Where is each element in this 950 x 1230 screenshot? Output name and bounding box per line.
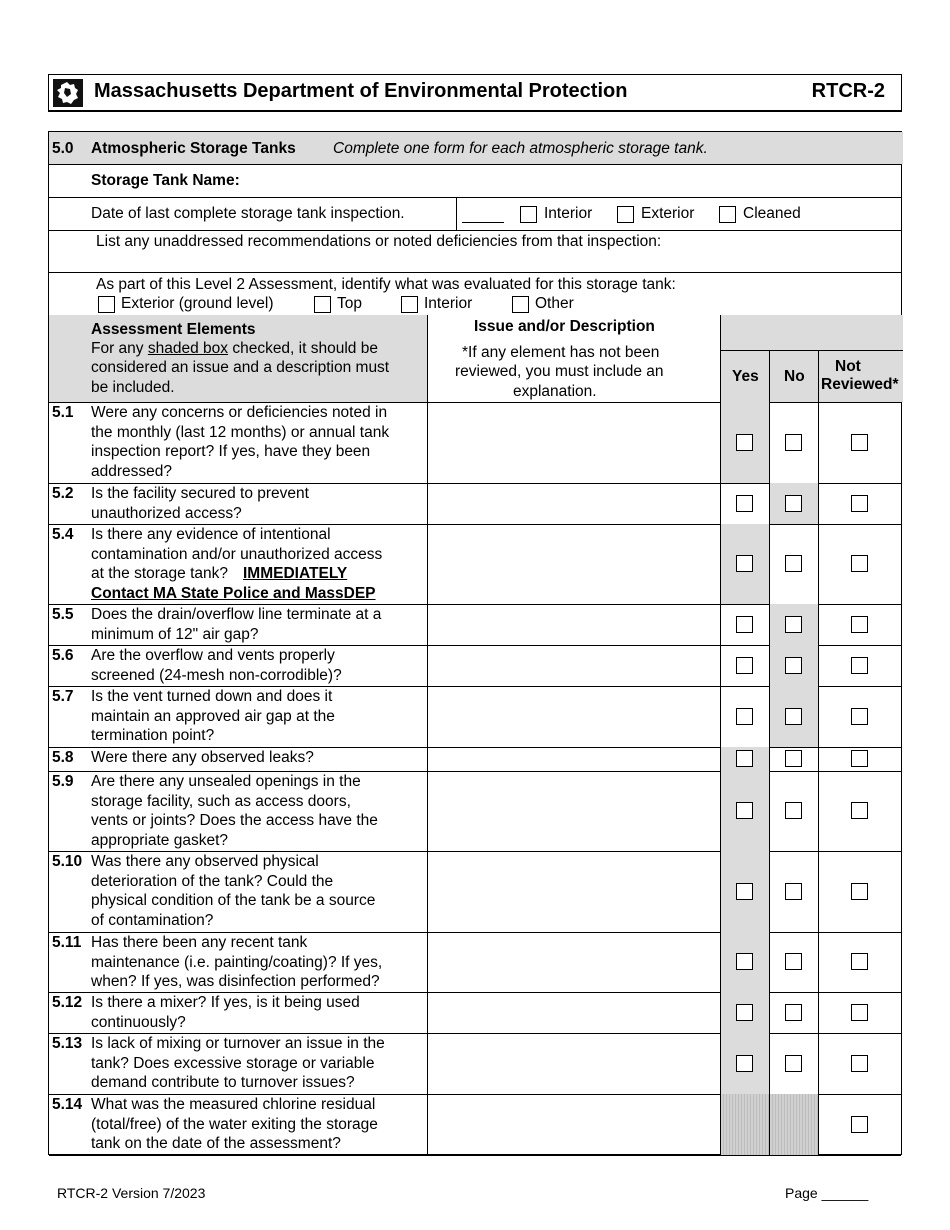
section-instruction: Complete one form for each atmospheric storage tank. <box>333 140 708 157</box>
not-reviewed-checkbox[interactable] <box>851 1004 868 1021</box>
evaluated-interior-label: Interior <box>424 295 473 312</box>
element-question-line: of contamination? <box>91 911 214 929</box>
evaluated-top-label: Top <box>337 295 362 312</box>
element-question-line: appropriate gasket? <box>91 831 229 849</box>
version-footer: RTCR-2 Version 7/2023 <box>57 1185 206 1201</box>
contact-police-warning: Contact MA State Police and MassDEP <box>91 584 376 602</box>
department-title: Massachusetts Department of Environmental Protection <box>94 80 628 102</box>
no-checkbox[interactable] <box>785 434 802 451</box>
issue-description-cell[interactable] <box>428 1095 719 1154</box>
no-checkbox[interactable] <box>785 555 802 572</box>
element-number: 5.10 <box>52 853 83 870</box>
element-number: 5.1 <box>52 404 74 421</box>
element-number: 5.6 <box>52 647 74 664</box>
element-question-line: unauthorized access? <box>91 504 242 522</box>
yes-checkbox[interactable] <box>736 616 753 633</box>
massachusetts-state-logo <box>53 79 83 107</box>
element-number: 5.12 <box>52 994 83 1011</box>
row-divider <box>49 230 901 231</box>
evaluated-other-checkbox[interactable] <box>512 296 529 313</box>
no-checkbox[interactable] <box>785 657 802 674</box>
evaluated-interior-checkbox[interactable] <box>401 296 418 313</box>
element-question-line: Are there any unsealed openings in the <box>91 773 361 790</box>
not-reviewed-checkbox[interactable] <box>851 883 868 900</box>
element-number: 5.13 <box>52 1035 83 1052</box>
evaluated-exterior-label: Exterior (ground level) <box>121 295 274 312</box>
row-divider <box>49 272 901 273</box>
no-checkbox[interactable] <box>785 708 802 725</box>
element-question-line: What was the measured chlorine residual <box>91 1096 376 1113</box>
element-number: 5.4 <box>52 526 74 543</box>
element-number: 5.9 <box>52 773 74 790</box>
immediately-warning: IMMEDIATELY <box>243 565 348 582</box>
section-number: 5.0 <box>52 140 74 157</box>
issue-description-cell[interactable] <box>428 605 719 644</box>
evaluated-exterior-checkbox[interactable] <box>98 296 115 313</box>
issue-note-line-1: *If any element has not been <box>462 344 660 361</box>
element-question-line: Is the facility secured to prevent <box>91 485 309 502</box>
element-question-line: deterioration of the tank? Could the <box>91 872 334 890</box>
issue-description-cell[interactable] <box>428 852 719 931</box>
no-checkbox[interactable] <box>785 1004 802 1021</box>
evaluated-label: As part of this Level 2 Assessment, identify what was evaluated for this storage tank: <box>96 276 676 293</box>
inspection-date-blank[interactable] <box>462 222 504 223</box>
inspection-cleaned-checkbox[interactable] <box>719 206 736 223</box>
element-question-line: tank? Does excessive storage or variable <box>91 1054 375 1072</box>
column-divider <box>769 350 770 1155</box>
storage-tank-name-label: Storage Tank Name: <box>91 172 240 189</box>
element-question-line: minimum of 12" air gap? <box>91 625 259 643</box>
issue-description-cell[interactable] <box>428 1034 719 1093</box>
yes-checkbox[interactable] <box>736 495 753 512</box>
element-question-line: demand contribute to turnover issues? <box>91 1074 355 1091</box>
yes-checkbox[interactable] <box>736 1055 753 1072</box>
hatched-no-cell <box>769 1094 818 1155</box>
column-divider <box>720 315 721 1155</box>
element-question-line: maintenance (i.e. painting/coating)? If yes, <box>91 953 383 971</box>
row-divider <box>720 350 903 351</box>
element-number: 5.14 <box>52 1096 83 1113</box>
yes-checkbox[interactable] <box>736 883 753 900</box>
element-question-line: vents or joints? Does the access have the <box>91 812 378 829</box>
elements-note-line-4: be included. <box>91 379 175 396</box>
not-reviewed-header-2: Reviewed* <box>821 376 899 393</box>
element-question-line: inspection report? If yes, have they been <box>91 443 371 460</box>
row-divider <box>49 1155 901 1156</box>
element-question-line: Was there any observed physical <box>91 853 319 870</box>
no-checkbox[interactable] <box>785 495 802 512</box>
element-question-line: continuously? <box>91 1013 186 1031</box>
not-reviewed-checkbox[interactable] <box>851 495 868 512</box>
inspection-interior-checkbox[interactable] <box>520 206 537 223</box>
yes-checkbox[interactable] <box>736 657 753 674</box>
page-number: Page ______ <box>785 1185 869 1201</box>
inspection-interior-label: Interior <box>544 205 593 222</box>
element-question-line: Is the vent turned down and does it <box>91 688 333 705</box>
no-checkbox[interactable] <box>785 953 802 970</box>
inspection-exterior-checkbox[interactable] <box>617 206 634 223</box>
element-question-line: Are the overflow and vents properly <box>91 647 335 664</box>
not-reviewed-checkbox[interactable] <box>851 555 868 572</box>
issue-description-cell[interactable] <box>428 484 719 523</box>
element-question-line: addressed? <box>91 462 173 480</box>
not-reviewed-checkbox[interactable] <box>851 1055 868 1072</box>
issue-title: Issue and/or Description <box>474 318 655 335</box>
element-question-line: termination point? <box>91 727 215 744</box>
not-reviewed-checkbox[interactable] <box>851 953 868 970</box>
yes-checkbox[interactable] <box>736 750 753 767</box>
issue-description-cell[interactable] <box>428 403 719 482</box>
issue-description-cell[interactable] <box>428 993 719 1032</box>
recommendations-label: List any unaddressed recommendations or noted deficiencies from that inspection: <box>96 233 662 250</box>
column-divider <box>818 350 819 1155</box>
elements-note: For any shaded box checked, it should be <box>91 340 378 357</box>
column-divider <box>456 197 457 230</box>
not-reviewed-checkbox[interactable] <box>851 434 868 451</box>
element-question-line: physical condition of the tank be a source <box>91 892 376 909</box>
inspection-date-label: Date of last complete storage tank inspection. <box>91 205 405 222</box>
hatched-yes-cell <box>720 1094 769 1155</box>
not-reviewed-checkbox[interactable] <box>851 1116 868 1133</box>
yes-checkbox[interactable] <box>736 1004 753 1021</box>
evaluated-top-checkbox[interactable] <box>314 296 331 313</box>
assessment-form <box>48 131 902 1155</box>
row-divider <box>49 164 901 165</box>
not-reviewed-checkbox[interactable] <box>851 802 868 819</box>
yes-checkbox[interactable] <box>736 953 753 970</box>
element-question-line: (total/free) of the water exiting the storage <box>91 1115 378 1133</box>
element-question-line: maintain an approved air gap at the <box>91 707 335 725</box>
form-code: RTCR-2 <box>811 80 885 102</box>
element-question-line: tank on the date of the assessment? <box>91 1135 341 1152</box>
element-question-line: Were there any observed leaks? <box>91 749 314 766</box>
element-question-line: Is there any evidence of intentional <box>91 526 331 543</box>
yes-checkbox[interactable] <box>736 802 753 819</box>
element-question-line: at the storage tank? <box>91 565 229 582</box>
not-reviewed-checkbox[interactable] <box>851 616 868 633</box>
element-number: 5.11 <box>52 934 82 951</box>
no-checkbox[interactable] <box>785 750 802 767</box>
section-title: Atmospheric Storage Tanks <box>91 140 296 157</box>
inspection-cleaned-label: Cleaned <box>743 205 801 222</box>
elements-note-line-3: considered an issue and a description must <box>91 359 390 376</box>
no-checkbox[interactable] <box>785 883 802 900</box>
issue-description-cell[interactable] <box>428 646 719 685</box>
issue-note-line-2: reviewed, you must include an <box>455 363 664 380</box>
element-question-line: Were any concerns or deficiencies noted in <box>91 404 388 421</box>
element-question-line: Has there been any recent tank <box>91 934 308 951</box>
element-question-line: Is there a mixer? If yes, is it being used <box>91 994 360 1011</box>
no-header: No <box>784 368 805 385</box>
no-checkbox[interactable] <box>785 1055 802 1072</box>
element-question-line: screened (24-mesh non-corrodible)? <box>91 666 342 684</box>
no-checkbox[interactable] <box>785 802 802 819</box>
row-divider <box>49 197 901 198</box>
yes-checkbox[interactable] <box>736 708 753 725</box>
yes-checkbox[interactable] <box>736 434 753 451</box>
issue-description-cell[interactable] <box>428 748 719 770</box>
inspection-exterior-label: Exterior <box>641 205 695 222</box>
not-reviewed-header-1: Not <box>835 358 861 375</box>
element-question-line: when? If yes, was disinfection performed? <box>91 973 380 990</box>
column-divider <box>427 315 428 1155</box>
evaluated-other-label: Other <box>535 295 574 312</box>
issue-description-cell[interactable] <box>428 525 719 603</box>
no-checkbox[interactable] <box>785 616 802 633</box>
issue-note-line-3: explanation. <box>513 383 597 400</box>
element-number: 5.2 <box>52 485 74 502</box>
yes-checkbox[interactable] <box>736 555 753 572</box>
element-number: 5.8 <box>52 749 74 766</box>
element-question-line: Does the drain/overflow line terminate at a <box>91 606 382 623</box>
not-reviewed-checkbox[interactable] <box>851 708 868 725</box>
element-question-line: Is lack of mixing or turnover an issue in the <box>91 1035 385 1052</box>
issue-description-cell[interactable] <box>428 687 719 746</box>
element-number: 5.7 <box>52 688 74 705</box>
issue-description-cell[interactable] <box>428 933 719 991</box>
element-question-line: storage facility, such as access doors, <box>91 792 351 810</box>
element-question-line: the monthly (last 12 months) or annual tank <box>91 423 390 441</box>
issue-description-cell[interactable] <box>428 772 719 850</box>
element-number: 5.5 <box>52 606 74 623</box>
elements-title: Assessment Elements <box>91 321 256 338</box>
document-header <box>48 74 902 112</box>
not-reviewed-checkbox[interactable] <box>851 657 868 674</box>
element-question-line: contamination and/or unauthorized access <box>91 545 383 563</box>
not-reviewed-checkbox[interactable] <box>851 750 868 767</box>
yes-header: Yes <box>732 368 759 385</box>
